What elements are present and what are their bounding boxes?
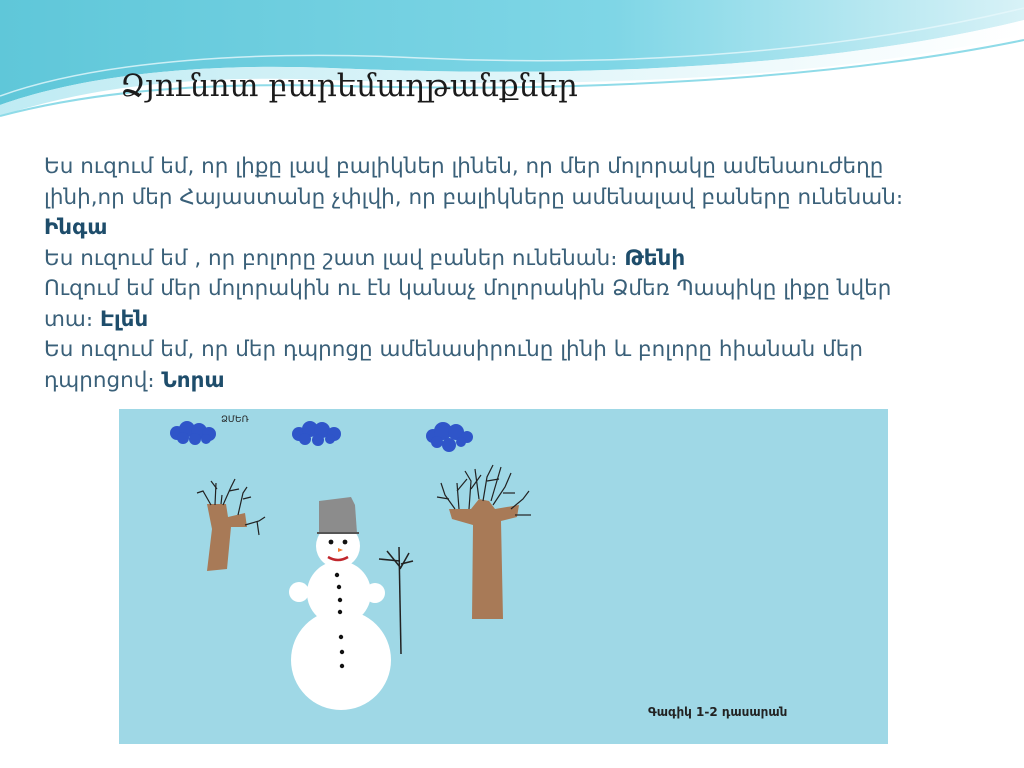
wish-text: Ես ուզում եմ, որ լիքը լավ բալիկներ լինեն, որ մեր մոլորակը ամենաուժեղը լինի,որ մեր Հայաստանը չփլվի, որ բալիկները ամենալավ բաները ունենան։ <box>44 154 904 210</box>
cloud-icon <box>426 422 473 452</box>
tree-icon <box>197 479 265 571</box>
wish-author: Նորա <box>161 367 225 393</box>
wish-author: Թենի <box>624 245 686 271</box>
wish-author: Էլեն <box>99 306 149 332</box>
snowman-icon <box>289 497 391 710</box>
wish-text: Ուզում եմ մեր մոլորակին ու էն կանաչ մոլորակին Ձմեռ Պապիկը լիքը նվեր տա։ <box>44 276 892 332</box>
drawing-canvas <box>119 409 888 744</box>
drawing-caption: Գագիկ 1-2 դասարան <box>648 705 788 719</box>
slide-title: Ձյունոտ բարեմաղթանքներ <box>120 68 578 104</box>
wish-paragraph <box>44 152 944 244</box>
wish-text: Ես ուզում եմ , որ բոլորը շատ լավ բաներ ունենան։ <box>44 245 625 271</box>
cloud-icon <box>170 421 216 445</box>
wish-paragraph <box>44 274 944 335</box>
wish-text: Ես ուզում եմ, որ մեր դպրոցը ամենասիրունը լինի և բոլորը հիանան մեր դպրոցով։ <box>44 337 863 393</box>
wish-paragraph <box>44 244 944 275</box>
wishes-text <box>44 152 944 396</box>
wish-author: Ինգա <box>44 215 108 240</box>
drawing-label: ՁՄԵՌ <box>221 415 249 425</box>
wish-paragraph <box>44 335 944 396</box>
tree-icon <box>437 465 531 619</box>
cloud-icon <box>292 421 341 446</box>
snowman-drawing <box>119 409 888 744</box>
